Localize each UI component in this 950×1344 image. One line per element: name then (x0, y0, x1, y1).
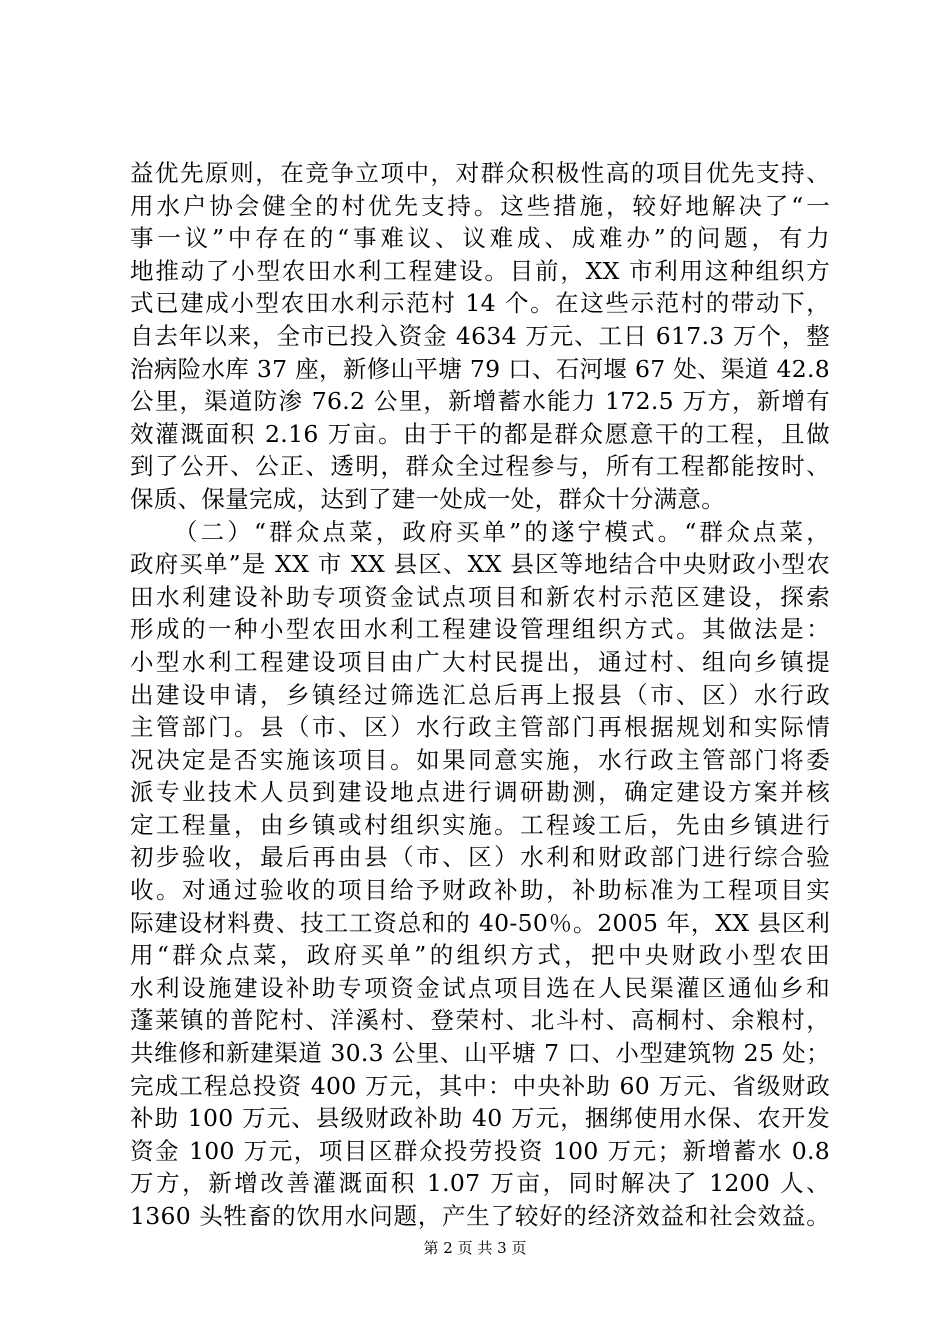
text-line: 1360 头牲畜的饮用水问题，产生了较好的经济效益和社会效益。 (130, 1202, 830, 1230)
paragraph-end-line: 保质、保量完成，达到了建一处成一处，群众十分满意。 (130, 484, 725, 513)
section-heading-line: （二）“群众点菜，政府买单”的遂宁模式。“群众点菜， (174, 517, 830, 546)
document-body (130, 157, 830, 1233)
text-line: 际建设材料费、技工工资总和的 40-50％。2005 年，XX 县区利 (130, 908, 830, 937)
text-line: 公里，渠道防渗 76.2 公里，新增蓄水能力 172.5 万方，新增有 (130, 387, 830, 416)
text-line: 补助 100 万元、县级财政补助 40 万元，捆绑使用水保、农开发 (130, 1104, 830, 1133)
text-line: 水利设施建设补助专项资金试点项目选在人民渠灌区通仙乡和 (130, 973, 830, 1002)
text-line: 政府买单”是 XX 市 XX 县区、XX 县区等地结合中央财政小型农 (130, 550, 830, 579)
text-line: 用水户协会健全的村优先支持。这些措施，较好地解决了“一 (130, 191, 830, 220)
text-line: 初步验收，最后再由县（市、区）水利和财政部门进行综合验 (130, 843, 830, 872)
text-line: 万方，新增改善灌溉面积 1.07 万亩，同时解决了 1200 人、 (130, 1169, 830, 1198)
text-line: 用“群众点菜，政府买单”的组织方式，把中央财政小型农田 (130, 941, 830, 970)
text-line: 益优先原则，在竞争立项中，对群众积极性高的项目优先支持、 (130, 159, 830, 187)
text-line: 主管部门。县（市、区）水行政主管部门再根据规划和实际情 (130, 713, 830, 742)
text-line: 形成的一种小型农田水利工程建设管理组织方式。其做法是： (130, 615, 830, 644)
text-line: 小型水利工程建设项目由广大村民提出，通过村、组向乡镇提 (130, 647, 830, 676)
text-line: 治病险水库 37 座，新修山平塘 79 口、石河堰 67 处、渠道 42.8 (130, 354, 830, 383)
text-line: 共维修和新建渠道 30.3 公里、山平塘 7 口、小型建筑物 25 处； (130, 1039, 830, 1068)
page-number-footer: 第 2 页 共 3 页 (423, 1239, 527, 1257)
text-line: 效灌溉面积 2.16 万亩。由于干的都是群众愿意干的工程，且做 (130, 419, 830, 448)
text-line: 自去年以来，全市已投入资金 4634 万元、工日 617.3 万个，整 (130, 321, 830, 350)
text-line: 定工程量，由乡镇或村组织实施。工程竣工后，先由乡镇进行 (130, 810, 830, 839)
text-line: 况决定是否实施该项目。如果同意实施，水行政主管部门将委 (130, 745, 830, 774)
text-line: 派专业技术人员到建设地点进行调研勘测，确定建设方案并核 (130, 778, 830, 807)
text-line: 完成工程总投资 400 万元，其中：中央补助 60 万元、省级财政 (130, 1071, 830, 1100)
text-line: 到了公开、公正、透明，群众全过程参与，所有工程都能按时、 (130, 452, 830, 481)
text-line: 蓬莱镇的普陀村、洋溪村、登荣村、北斗村、高桐村、余粮村， (130, 1006, 830, 1035)
text-line: 收。对通过验收的项目给予财政补助，补助标准为工程项目实 (130, 876, 830, 905)
text-line: 事一议”中存在的“事难议、议难成、成难办”的问题，有力 (130, 224, 830, 253)
text-line: 田水利建设补助专项资金试点项目和新农村示范区建设，探索 (130, 582, 830, 611)
text-line: 出建设申请，乡镇经过筛选汇总后再上报县（市、区）水行政 (130, 680, 830, 709)
text-line: 资金 100 万元，项目区群众投劳投资 100 万元；新增蓄水 0.8 (130, 1136, 830, 1165)
text-line: 式已建成小型农田水利示范村 14 个。在这些示范村的带动下， (130, 289, 830, 318)
text-line: 地推动了小型农田水利工程建设。目前，XX 市利用这种组织方 (130, 256, 830, 285)
